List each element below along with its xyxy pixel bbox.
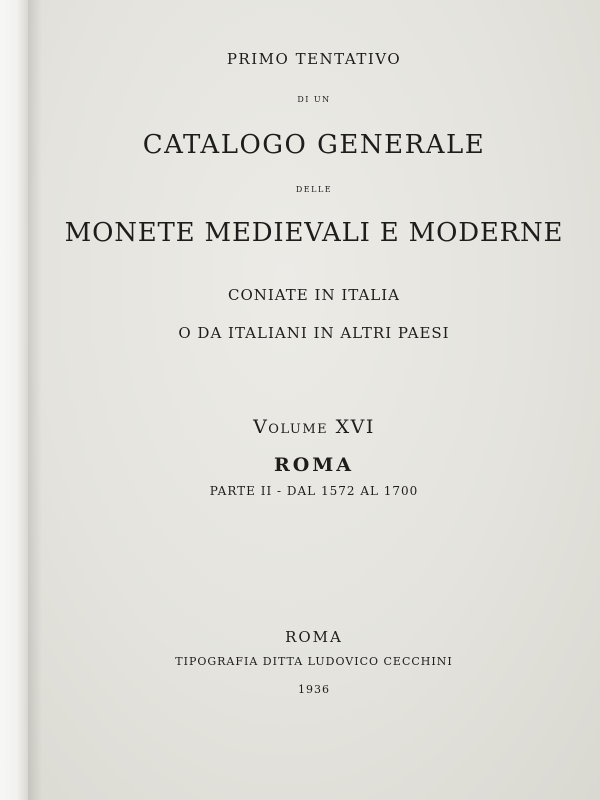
volume-number: Volume XVI	[253, 416, 375, 438]
imprint-city: ROMA	[285, 628, 343, 646]
subtitle-line-coniate: CONIATE IN ITALIA	[227, 286, 401, 304]
volume-part: PARTE II - DAL 1572 AL 1700	[209, 484, 419, 498]
title-line-monete: MONETE MEDIEVALI E MODERNE	[64, 218, 564, 248]
adjacent-page-edge	[0, 0, 28, 800]
imprint-year: 1936	[298, 683, 330, 696]
title-line-primo-tentativo: PRIMO TENTATIVO	[226, 50, 402, 68]
title-line-catalogo-generale: CATALOGO GENERALE	[142, 130, 486, 160]
title-line-delle: DELLE	[295, 185, 333, 194]
volume-city: ROMA	[273, 454, 355, 476]
title-line-di-un: DI UN	[297, 95, 331, 104]
title-page	[28, 0, 600, 800]
subtitle-line-italiani: O DA ITALIANI IN ALTRI PAESI	[178, 324, 450, 342]
imprint-printer: TIPOGRAFIA DITTA LUDOVICO CECCHINI	[175, 655, 453, 668]
page-gutter-shadow	[28, 0, 42, 800]
